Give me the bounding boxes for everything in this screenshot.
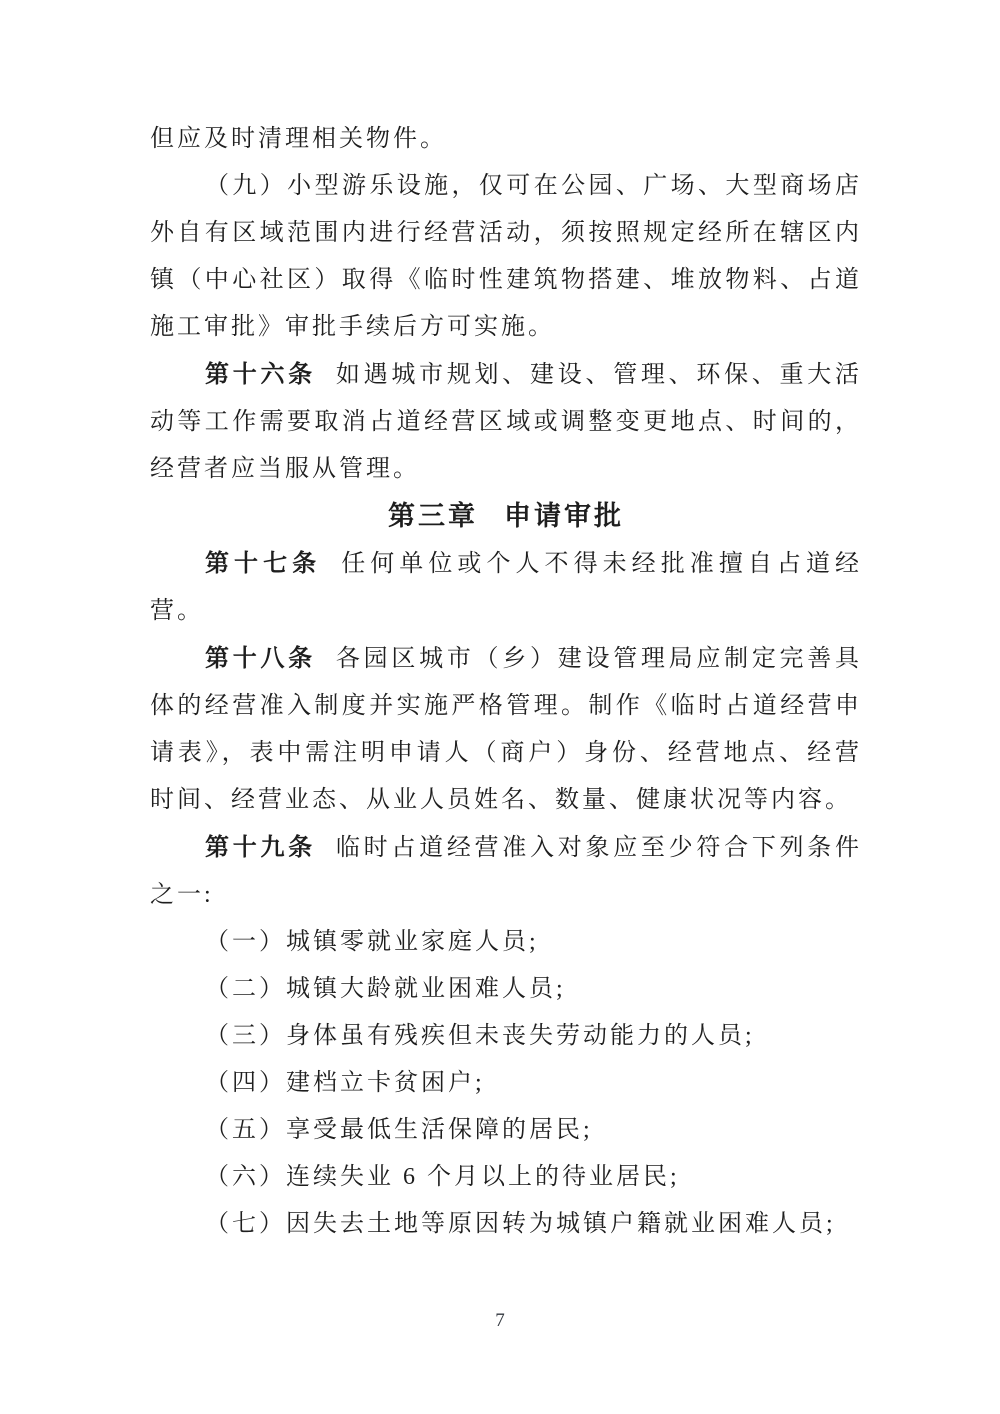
article-18-text: 各园区城市（乡）建设管理局应制定完善具体的经营准入制度并实施严格管理。制作《临时占道经营申请表》，表中需注明申请人（商户）身份、经营地点、经营时间、经营业态、从业人员姓名、数量、健康状况等内容。 xyxy=(150,646,863,813)
chapter-heading xyxy=(150,493,862,540)
list-item-2: （二）城镇大龄就业困难人员; xyxy=(205,976,566,1002)
chapter-title: 申请审批 xyxy=(504,501,624,531)
chapter-number: 第三章 xyxy=(388,501,478,531)
article-19-label: 第十九条 xyxy=(205,834,316,861)
article-18-label: 第十八条 xyxy=(205,645,316,672)
paragraph-article-19 xyxy=(150,824,862,919)
list-item-1: （一）城镇零就业家庭人员; xyxy=(205,929,539,955)
paragraph-article-18 xyxy=(150,635,862,824)
article-17-label: 第十七条 xyxy=(205,550,322,577)
paragraph-article-17 xyxy=(150,540,862,635)
paragraph-continuation: 但应及时清理相关物件。 xyxy=(150,126,447,152)
page-number: 7 xyxy=(495,1310,505,1331)
list-item-4: （四）建档立卡贫困户; xyxy=(205,1070,485,1096)
list-item-5: （五）享受最低生活保障的居民; xyxy=(205,1117,593,1143)
article-16-label: 第十六条 xyxy=(205,361,316,388)
article-19-text: 临时占道经营准入对象应至少符合下列条件之一: xyxy=(150,835,863,908)
list-item-7: （七）因失去土地等原因转为城镇户籍就业困难人员; xyxy=(205,1211,836,1237)
paragraph-article-16 xyxy=(150,351,862,493)
article-17-text: 任何单位或个人不得未经批准擅自占道经营。 xyxy=(150,551,863,624)
list-item-6: （六）连续失业 6 个月以上的待业居民; xyxy=(205,1164,680,1190)
list-item-3: （三）身体虽有残疾但未丧失劳动能力的人员; xyxy=(205,1023,755,1049)
paragraph-clause-9: （九）小型游乐设施，仅可在公园、广场、大型商场店外自有区域范围内进行经营活动，须按照规定经所在辖区内镇（中心社区）取得《临时性建筑物搭建、堆放物料、占道施工审批》审批手续后方可实施。 xyxy=(150,173,862,340)
article-16-text: 如遇城市规划、建设、管理、环保、重大活动等工作需要取消占道经营区域或调整变更地点、时间的，经营者应当服从管理。 xyxy=(150,362,863,482)
document-body xyxy=(150,116,862,1248)
